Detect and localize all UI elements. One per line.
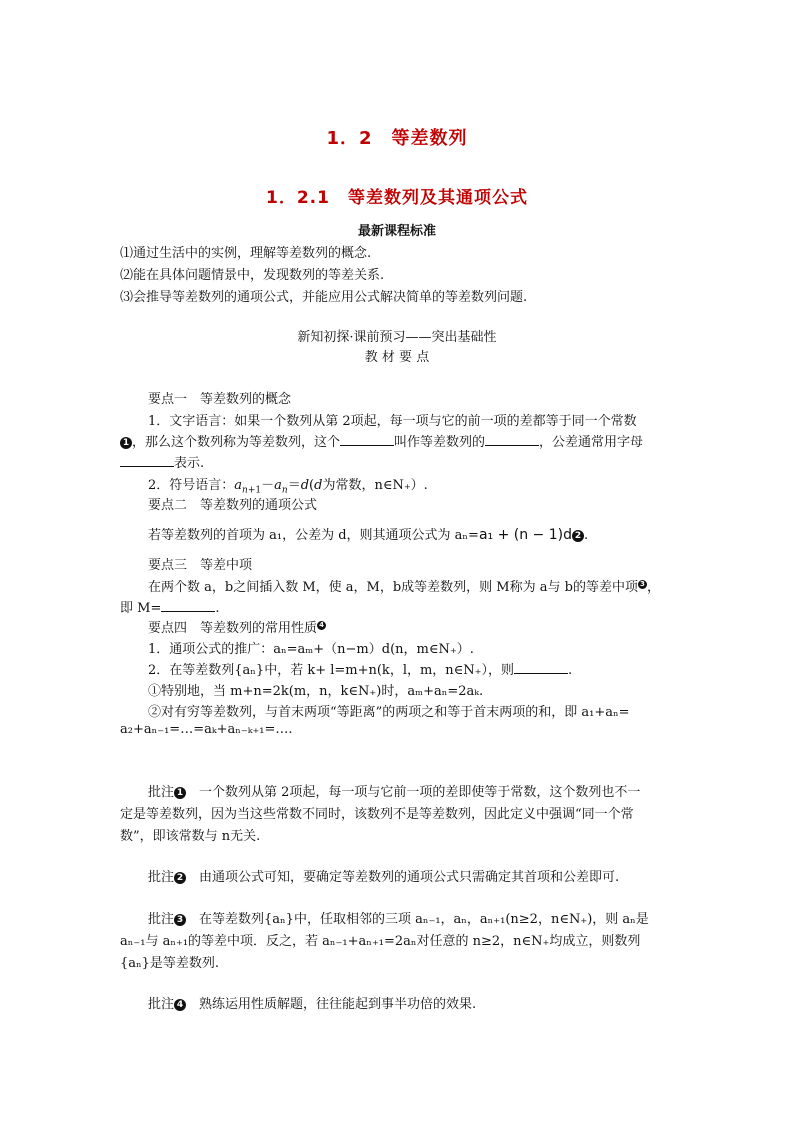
- note-4-marker: 4: [174, 999, 186, 1011]
- section-subheading: 教 材 要 点: [364, 350, 430, 365]
- point2-heading: 要点二 等差数列的通项公式: [148, 498, 318, 513]
- blank-2[interactable]: [485, 435, 539, 446]
- note-1-marker: 1: [174, 787, 186, 799]
- point4-line1: 1．通项公式的推广：aₙ=aₘ+（n−m）d(n，m∈N₊）.: [148, 642, 474, 657]
- point4-line3: ①特别地，当 m+n=2k(m，n，k∈N₊)时，aₘ+aₙ=2aₖ.: [148, 684, 484, 699]
- standards-heading: 最新课程标准: [357, 224, 436, 239]
- note-1-line1: 批注 1 一个数列从第 2项起，每一项与它前一项的差即使等于常数，这个数列也不一: [148, 785, 641, 800]
- blank-3[interactable]: [120, 456, 174, 467]
- point1-line4: 2．符号语言：$a_{n+1}-a_n=d(d$为常数，n∈N₊）.: [148, 478, 428, 496]
- standard-item-3: ⑶会推导等差数列的通项公式，并能应用公式解决简单的等差数列问题.: [120, 290, 528, 305]
- point4-line5: a₂+aₙ₋₁=…=aₖ+aₙ₋ₖ₊₁=….: [120, 722, 293, 737]
- standard-item-1: ⑴通过生活中的实例，理解等差数列的概念.: [120, 246, 372, 261]
- note-3-line3: {aₙ}是等差数列.: [120, 956, 220, 971]
- note-3-line2: aₙ₋₁与 aₙ₊₁的等差中项．反之，若 aₙ₋₁+aₙ₊₁=2aₙ对任意的 n≥2，n∈N₊均成立，则数列: [120, 934, 641, 949]
- note-1-line3: 数”，即该常数与 n无关.: [120, 829, 261, 844]
- note-marker-4: 4: [317, 621, 326, 630]
- general-term-formula: a₁ + (n − 1)d: [478, 527, 572, 543]
- point4-line4: ②对有穷等差数列，与首末两项“等距离”的两项之和等于首末两项的和，即 a₁+aₙ=: [148, 705, 630, 720]
- note-1-line2: 定是等差数列，因为当这些常数不同时，该数列不是等差数列，因此定义中强调“同一个常: [120, 807, 634, 822]
- sub-title: 1．2.1 等差数列及其通项公式: [266, 188, 528, 208]
- note-2-line1: 批注 2 由通项公式可知，要确定等差数列的通项公式只需确定其首项和公差即可.: [148, 870, 620, 885]
- note-3-line1: 批注 3 在等差数列{aₙ}中，任取相邻的三项 aₙ₋₁，aₙ，aₙ₊₁(n≥2，n∈N₊)，则 aₙ是: [148, 912, 649, 927]
- point1-line1: 1．文字语言：如果一个数列从第 2项起，每一项与它的前一项的差都等于同一个常数: [148, 414, 637, 429]
- point1-line3: 表示.: [120, 452, 204, 471]
- point2-line1: 若等差数列的首项为 a₁，公差为 d，则其通项公式为 aₙ=a₁ + (n − 1)d 2 .: [148, 527, 589, 543]
- point3-heading: 要点三 等差中项: [148, 558, 253, 573]
- main-title: 1．2 等差数列: [326, 128, 468, 149]
- point4-line2: 2．在等差数列{aₙ}中，若 k+ l=m+n(k，l，m，n∈N₊），则 .: [148, 663, 573, 678]
- point4-heading: 要点四 等差数列的常用性质 4: [148, 617, 326, 636]
- note-2-marker: 2: [174, 872, 186, 884]
- point3-line1: 在两个数 a，b之间插入数 M，使 a，M，b成等差数列，则 M称为 a与 b的等差中项 3 ，: [148, 579, 660, 595]
- blank-4[interactable]: [161, 601, 215, 612]
- note-3-marker: 3: [174, 914, 186, 926]
- section-banner: 新知初探·课前预习——突出基础性: [297, 330, 497, 345]
- point1-line2: 1 ，那么这个数列称为等差数列，这个 叫作等差数列的 ，公差通常用字母: [120, 431, 643, 450]
- note-marker-2: 2: [572, 530, 584, 542]
- standard-item-2: ⑵能在具体问题情景中，发现数列的等差关系.: [120, 268, 385, 283]
- blank-5[interactable]: [514, 663, 568, 674]
- point1-heading: 要点一 等差数列的概念: [148, 392, 292, 407]
- point3-line2: 即 M= .: [120, 601, 220, 616]
- note-4-line1: 批注 4 熟练运用性质解题，往往能起到事半功倍的效果.: [148, 997, 477, 1012]
- note-marker-3: 3: [638, 580, 647, 589]
- blank-1[interactable]: [340, 435, 394, 446]
- note-marker-1: 1: [120, 437, 132, 449]
